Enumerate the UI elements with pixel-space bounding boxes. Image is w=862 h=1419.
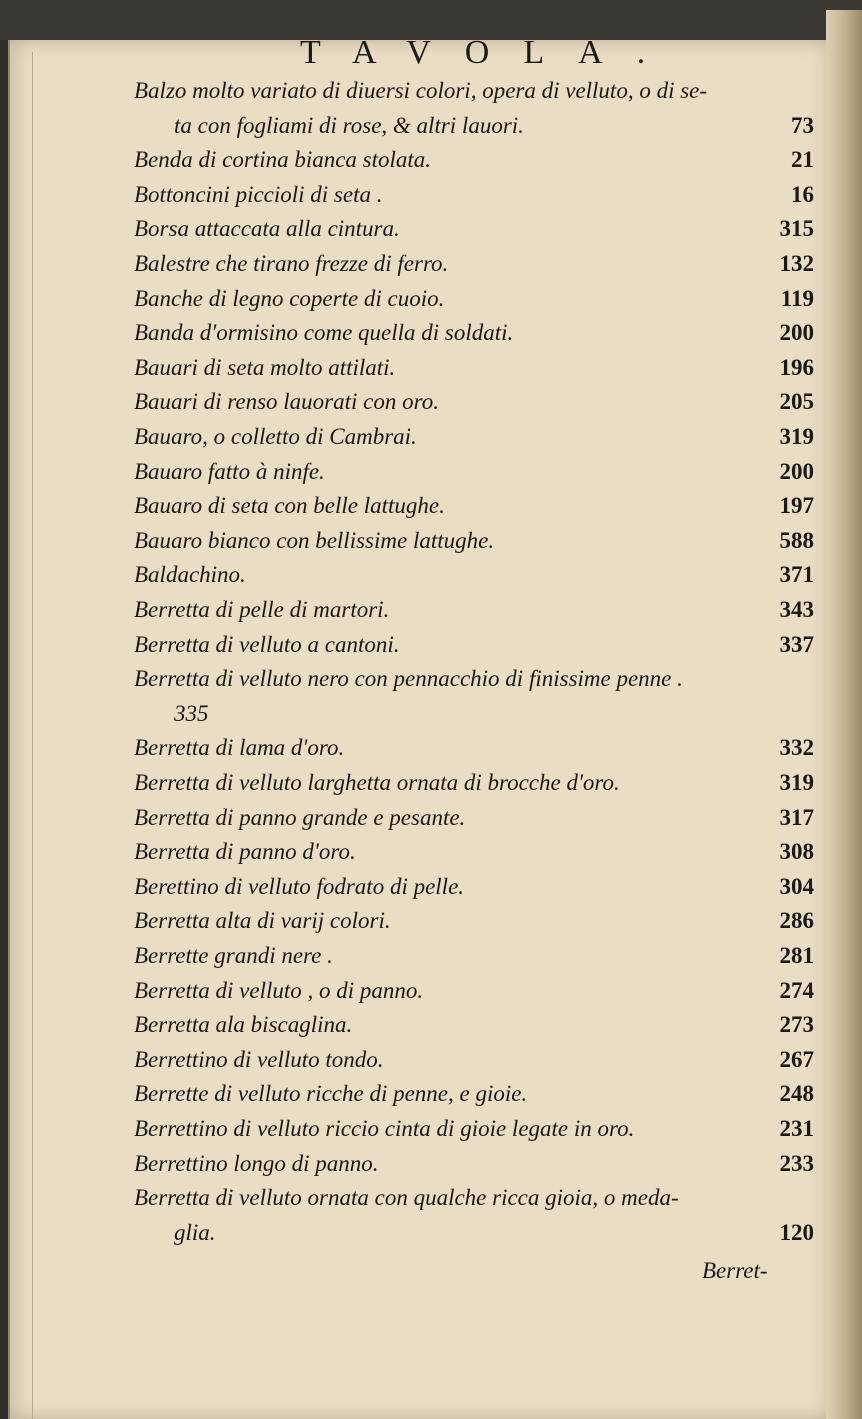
entry-text: Berretta di velluto larghetta ornata di brocche d'oro. — [134, 770, 620, 795]
index-entry — [134, 459, 814, 485]
index-entry — [134, 1081, 814, 1107]
entry-text: Balestre che tirano frezze di ferro. — [134, 251, 449, 276]
entry-page-number: 119 — [780, 285, 814, 311]
entry-page-number: 315 — [779, 216, 814, 242]
index-entry — [174, 701, 814, 727]
entry-page-number: 319 — [779, 770, 814, 795]
entry-page-number: 588 — [779, 527, 814, 553]
entry-page-number: 73 — [791, 112, 814, 138]
entry-page-number: 197 — [779, 493, 814, 519]
catchword: Berret- — [702, 1258, 768, 1283]
index-entry — [134, 562, 814, 588]
entry-page-number: 343 — [779, 597, 814, 622]
index-entry — [134, 908, 814, 934]
entry-text: Balzo molto variato di diuersi colori, opera di velluto, o di se- — [134, 78, 708, 103]
index-entry — [134, 251, 814, 277]
entry-text: Berrettino longo di panno. — [134, 1150, 379, 1176]
entry-text: 335 — [174, 700, 209, 726]
entry-text: Bauaro, o colletto di Cambrai. — [134, 424, 417, 449]
index-entry — [134, 632, 814, 658]
entry-page-number: 286 — [779, 908, 814, 934]
entry-text: Bauaro di seta con belle lattughe. — [134, 493, 445, 519]
entry-text: glia. — [174, 1219, 216, 1245]
entry-page-number: 248 — [779, 1081, 814, 1107]
entry-text: Banda d'ormisino come quella di soldati. — [134, 320, 514, 346]
index-entry — [134, 320, 814, 346]
entry-text: Berretta di velluto a cantoni. — [134, 631, 400, 657]
entry-text: ta con fogliami di rose, & altri lauori. — [174, 112, 524, 138]
entry-text: Berretta di velluto ornata con qualche ricca gioia, o meda- — [134, 1185, 679, 1211]
entry-page-number: 337 — [779, 631, 814, 657]
entry-page-number: 317 — [779, 804, 814, 830]
entry-text: Bauaro bianco con bellissime lattughe. — [134, 527, 495, 553]
entry-text: Berrettino di velluto riccio cinta di gioie legate in oro. — [134, 1116, 635, 1141]
index-entry — [134, 493, 814, 519]
entry-page-number: 304 — [779, 873, 814, 899]
index-entry — [134, 286, 814, 312]
entry-page-number: 273 — [779, 1012, 814, 1038]
page-edge — [826, 10, 862, 1419]
entry-text: Berretta di panno d'oro. — [134, 839, 356, 865]
entry-page-number: 21 — [791, 147, 814, 173]
entry-text: Bauari di renso lauorati con oro. — [134, 389, 439, 415]
index-entry — [134, 666, 814, 692]
index-entry — [134, 182, 814, 208]
index-entry — [134, 1012, 814, 1038]
entry-page-number: 205 — [779, 389, 814, 415]
index-entry — [134, 78, 814, 104]
entry-text: Berettino di velluto fodrato di pelle. — [134, 873, 465, 899]
index-entry — [134, 597, 814, 623]
index-entry — [134, 424, 814, 450]
index-entry — [134, 355, 814, 381]
entry-text: Berretta ala biscaglina. — [134, 1012, 353, 1038]
entry-text: Bauaro fatto à ninfe. — [134, 458, 325, 484]
index-entry — [134, 1116, 814, 1142]
entry-page-number: 332 — [779, 735, 814, 761]
index-entry — [134, 874, 814, 900]
entry-page-number: 281 — [779, 943, 814, 968]
entry-text: Berrette di velluto ricche di penne, e gioie. — [134, 1081, 528, 1107]
entry-page-number: 16 — [791, 181, 814, 207]
entry-text: Baldachino. — [134, 562, 246, 588]
index-entry — [134, 735, 814, 761]
margin-rule — [32, 52, 33, 1419]
entry-page-number: 308 — [779, 839, 814, 865]
index-entry — [134, 943, 814, 969]
entry-text: Berretta alta di varij colori. — [134, 908, 391, 934]
index-entry — [134, 978, 814, 1004]
page-header: TAVOLA. — [300, 34, 680, 71]
entry-page-number: 200 — [779, 320, 814, 346]
entry-page-number: 200 — [779, 458, 814, 484]
entry-text: Banche di legno coperte di cuoio. — [134, 285, 445, 311]
entry-text: Berretta di pelle di martori. — [134, 597, 390, 622]
entry-page-number: 231 — [779, 1116, 814, 1141]
entry-text: Berretta di velluto , o di panno. — [134, 977, 424, 1003]
entry-page-number: 371 — [779, 562, 814, 588]
entry-text: Berrettino di velluto tondo. — [134, 1046, 384, 1072]
index-entry — [134, 147, 814, 173]
entry-text: Bottoncini piccioli di seta . — [134, 181, 383, 207]
entry-text: Berretta di lama d'oro. — [134, 735, 345, 761]
index-entry — [134, 216, 814, 242]
index-entry — [134, 1047, 814, 1073]
entry-text: Bauari di seta molto attilati. — [134, 354, 396, 380]
index-entry — [174, 113, 814, 139]
index-entry — [134, 770, 814, 796]
index-entry — [134, 1151, 814, 1177]
index-entry — [134, 839, 814, 865]
entry-text: Borsa attaccata alla cintura. — [134, 216, 400, 242]
entry-page-number: 267 — [779, 1046, 814, 1072]
entry-page-number: 132 — [779, 251, 814, 276]
entry-text: Berretta di velluto nero con pennacchio di finissime penne . — [134, 666, 683, 692]
entry-page-number: 120 — [779, 1219, 814, 1245]
entry-text: Berrette grandi nere . — [134, 943, 333, 968]
entry-text: Benda di cortina bianca stolata. — [134, 147, 432, 173]
index-entry — [134, 805, 814, 831]
index-entry — [174, 1220, 814, 1246]
entry-text: Berretta di panno grande e pesante. — [134, 804, 466, 830]
index-entry — [134, 528, 814, 554]
entry-page-number: 196 — [779, 354, 814, 380]
book-leaf — [8, 40, 840, 1419]
entry-page-number: 319 — [779, 424, 814, 449]
index-entry — [134, 389, 814, 415]
entry-page-number: 233 — [779, 1150, 814, 1176]
index-entry — [134, 1185, 814, 1211]
entry-page-number: 274 — [779, 977, 814, 1003]
